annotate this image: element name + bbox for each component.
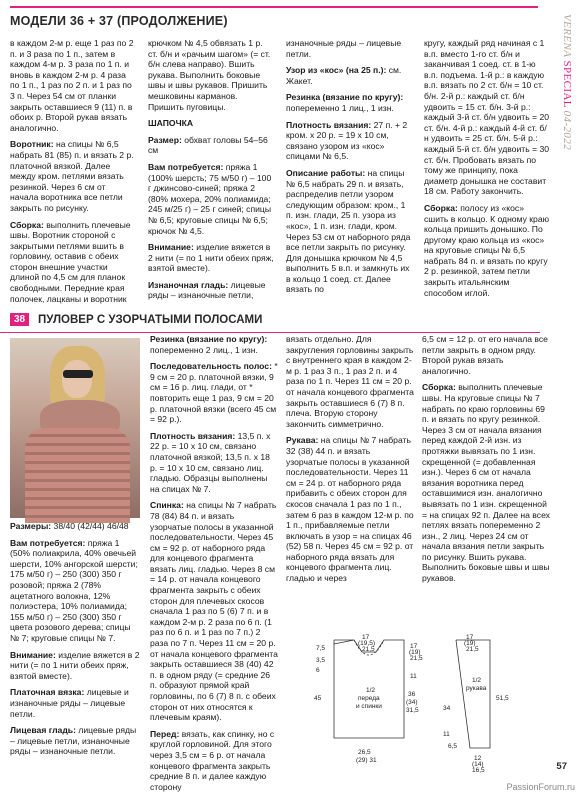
paragraph-heading: Сборка: (422, 382, 456, 393)
paragraph (422, 382, 550, 583)
paragraph-heading: Воротник: (10, 139, 54, 150)
paragraph-heading: Спинка: (150, 500, 184, 511)
page-header (10, 6, 538, 30)
page-number: 57 (556, 761, 567, 772)
schema-label: (19,5) (358, 640, 375, 647)
bottom-column-1 (10, 521, 140, 791)
paragraph-heading: Сборка: (10, 219, 44, 230)
schema-label: 7,5 (316, 645, 326, 652)
paragraph (148, 118, 274, 129)
paragraph: в каждом 2-м р. еще 1 раз по 2 п. и 3 раза по 1 п., затем в каждом 4-м р. 3 раза по 1 п. и вновь в каждом 2-м р. 4 раза по 1 п., 1 раз по 2 п. и 1 раз по 3 п. Через 54 см от планки закрыть оставшиеся 9 (11) п. в обоих р. Второй рукав вязать аналогично. (10, 38, 134, 133)
paragraph: кругу, каждый ряд начиная с 1 в.п. вместо 1-го ст. б/н и заканчивая 1 соед. ст. в 1-ю в.п. подъема. 1-й р.: в каждую в.п. вязать по 2 ст. б/н = 10 ст. б/н. 2-й р.: каждый ст. б/н удвоить = 15 ст. б/н. 3-й р.: каждый 3-й ст. б/н удвоить = 20 ст. б/н. 4-й р.: каждый 4-й ст. б/н удвоить = 25 ст. б/н. 5-й р.: каждый 5-й ст. б/н удвоить = 30 ст. б/н. Пробовать вязать по тому же принципу, пока диаметр донышка не составит 18 см. Работу закончить. (424, 38, 550, 197)
schema-label: 34 (443, 705, 451, 712)
paragraph-heading: Сборка: (424, 202, 458, 213)
schema-label: рукава (466, 685, 487, 692)
paragraph-heading: Рукава: (286, 435, 319, 446)
paragraph-text: выполнить плечевые швы. Воротник стороной с закрытыми петлями вшить в горловину, оставив с обеих сторон внешние участки длиной по 4,5 см для планок свободными. Передние края полочек, лацканы и воротник (10, 219, 131, 304)
paragraph-text: лицевые и изнаночные ряды – лицевые петли. (10, 687, 129, 719)
paragraph: вязать отдельно. Для закругления горловины закрыть с внутреннего края в каждом 2-м р. 1 раз 3 п., 1 раз 2 п. и 4 раза по 1 п. Через 11 см = 20 р. от начала концевого фрагмента закрыть оставшиеся 6 (7) 8 п. плеча. Вторую сторону закончить симметрично. (286, 334, 414, 429)
paragraph-heading: Резинка (вязание по кругу): (286, 92, 404, 103)
schema-label: 26,5 (358, 749, 371, 756)
paragraph-text: 38/40 (42/44) 46/48 (51, 521, 129, 531)
paragraph-heading: Лицевая гладь: (10, 725, 76, 736)
paragraph-heading: Размер: (148, 134, 182, 145)
paragraph-heading: Плотность вязания: (150, 430, 236, 441)
bottom-column-3 (286, 334, 414, 612)
schema-label: 11 (443, 731, 450, 738)
paragraph-text: 13,5 п. х 22 р. = 10 х 10 см, связано платочной вязкой; 13,5 п. х 18 р. = 10 х 10 см, связано лиц. гладью. Образцы выполнены на спицах № 7. (150, 430, 271, 494)
paragraph-text: на спицы № 6,5 набрать 81 (85) п. и вязать 2 р. платочной вязкой. Далее между кром. петлями вязать резинкой. Через 6 см от начала воротника все петли закрыть по рисунку. (10, 139, 134, 213)
schema-label: переда (358, 695, 380, 702)
sleeve-pattern (456, 640, 490, 748)
schema-label: 6 (316, 667, 320, 674)
paragraph (286, 120, 412, 162)
paragraph-text: изделие вяжется в 2 нити (= по 1 нити обеих пряж, взятой вместе). (148, 242, 274, 274)
paragraph-text: лицевые ряды – лицевые петли, изнаночные ряды – изнаночные петли. (10, 725, 137, 757)
paragraph (148, 162, 274, 236)
paragraph (286, 435, 414, 583)
paragraph (148, 242, 274, 274)
paragraph-heading: Внимание: (10, 649, 56, 660)
paragraph-heading: Узор из «кос» (на 25 п.): (286, 65, 387, 76)
paragraph-text: см. Жакет. (286, 65, 402, 86)
brand-label: VERENA (561, 14, 573, 58)
paragraph-text: выполнить плечевые швы. На круговые спицы № 7 набрать по краю горловины 69 п. и вязать по кругу резинкой. Через 3 см от начала вязания перед каждой 2-й изн. из протяжки вывязать по 1 изн. скрещенной (= добавленная изн.). Через 6 см от начала вязания воротника перед оставшимися изн. аналогично вывязать по 1 изн. скрещенной = на спицах 92 п. Далее на всех петлях вязать попеременно 2 изн., 2 лиц. Через 24 см от начала вязания петли закрыть по рисунку. Вшить рукава. Выполнить боковые швы и швы рукавов. (422, 382, 550, 584)
schema-label: 6,5 (448, 743, 458, 750)
paragraph-heading: Вам потребуется: (148, 161, 224, 172)
watermark-site: PassionForum.ru (506, 782, 575, 792)
paragraph (148, 280, 274, 301)
bottom-column-4 (422, 334, 550, 612)
schema-label: 21,5 (466, 646, 479, 653)
section-2-header (0, 311, 583, 329)
schema-label: 21,5 (410, 655, 423, 662)
schema-label: 1/2 (472, 677, 482, 684)
paragraph-text: изделие вяжется в 2 нити (= по 1 нити обеих пряж, взятой вместе). (10, 649, 140, 681)
paragraph-heading: Последовательность полос: (150, 361, 272, 372)
bottom-column-2 (150, 334, 278, 792)
paragraph-text: вязать, как спинку, но с круглой горловиной. Для этого через 3,5 см = 6 р. от начала концевого фрагмента закрыть средние 8 п. и далее каждую сторону (150, 728, 275, 792)
paragraph (10, 220, 136, 305)
paragraph-text: на спицы № 7 набрать 32 (38) 44 п. и вязать узорчатые полосы в указанной последовательности. Через 11 см = 24 р. от наборного ряда прибавить с обеих сторон для скосов сначала 1 раз по 1 п., затем 6 раз в каждом 12-м р. по 1 п., прибавляемые петли включать в узор = на спицах 46 (52) 58 п. Через 45 см = 92 р. от наборного ряда вязать для концевого фрагмента лиц. гладью и через (286, 435, 414, 584)
paragraph (10, 725, 140, 757)
section-2-rule (0, 332, 540, 333)
schema-label: 45 (314, 695, 322, 702)
paragraph (10, 139, 136, 213)
paragraph-text: полосу из «кос» сшить в кольцо. К одному краю кольца пришить донышко. По другому краю кольца из «кос» на круговые спицы № 6,5 набрать 84 п. и вязать по кругу 2 р. резинкой, затем петли закрыть итальянским способом иглой. (424, 202, 550, 298)
paragraph (150, 431, 278, 495)
paragraph-text: лицевые ряды – изнаночные петли, (148, 279, 266, 301)
special-label: SPECIAL (561, 60, 573, 108)
paragraph-heading: Платочная вязка: (10, 687, 85, 698)
paragraph-heading: Плотность вязания: (286, 119, 372, 130)
schema-label: (14) (472, 761, 484, 768)
paragraph-heading: Резинка (вязание по кругу): (150, 334, 268, 344)
schema-label: 17 (466, 634, 474, 641)
paragraph (10, 538, 140, 644)
model-title: ПУЛОВЕР С УЗОРЧАТЫМИ ПОЛОСАМИ (38, 314, 263, 326)
paragraph (424, 203, 550, 298)
paragraph-heading: Изнаночная гладь: (148, 279, 229, 290)
paragraph-text: * 9 см = 20 р. платочной вязки, 9 см = 16 р. лиц. глади, от * повторить еще 1 раз, 9 см = 20 р. платочной вязки (всего 45 см = 92 р.). (150, 361, 278, 425)
knitting-schema (286, 630, 556, 774)
paragraph (286, 92, 412, 113)
header-rule (10, 6, 538, 8)
paragraph-heading: Внимание: (148, 242, 194, 253)
paragraph-text: пряжа 1 (100% шерсть; 75 м/50 г) – 100 г джинсово-синей; пряжа 2 (80% мохера, 20% полиамида; 245 м/25 г) – 25 г синей; спицы № 6,5; круговые спицы № 6,5; крючок № 4,5. (148, 161, 272, 236)
paragraph (286, 65, 412, 86)
schema-label: 51,5 (496, 695, 509, 702)
paragraph (150, 334, 278, 355)
schema-label: (34) (406, 699, 418, 706)
section-title: МОДЕЛИ 36 + 37 (ПРОДОЛЖЕНИЕ) (10, 14, 228, 28)
paragraph (10, 687, 140, 719)
paragraph: крючком № 4,5 обвязать 1 р. ст. б/н и «рачьим шагом» (= ст. б/н слева направо). Вшить рукава. Выполнить боковые швы и швы рукавов. Пришить мешковины карманов. Пришить пуговицы. (148, 38, 271, 112)
paragraph (150, 729, 278, 793)
paragraph-text: попеременно 2 лиц., 1 изн. (150, 344, 258, 355)
paragraph-heading: ШАПОЧКА (148, 118, 194, 129)
schema-label: и спинки (356, 703, 382, 710)
paragraph (10, 650, 140, 682)
schema-label: 11 (410, 673, 417, 680)
schema-label: (19) (464, 640, 476, 647)
paragraph-text: на спицы № 7 набрать 78 (84) 84 п. и вязать узорчатые полосы в указанной последовательности. Через 45 см = 92 р. от наборного ряда для концевого фрагмента вязать лиц. гладью. Через 8 см = 14 р. от начала концевого фрагмента закрыть с обеих сторон для плечевых скосов сначала 1 раз по 5 (6) 7 п. и в каждом 2-м р. 2 раза по 6 п. (1 раз по 6 п. и 1 раз по 7 п.) 2 раза по 7 п. Через 11 см = 20 р. от начала концевого фрагмента закрыть оставшиеся 38 (40) 42 п. в одном ряду (= средние 26 п. образуют прямой край горловины, по 6 (7) 8 п. с обеих сторон от них относятся к плечевым краям). (150, 500, 278, 723)
model-photo (10, 338, 140, 518)
schema-label: 1/2 (366, 687, 376, 694)
paragraph (150, 361, 278, 425)
top-column-1 (10, 38, 136, 306)
paragraph-heading: Перед: (150, 728, 180, 739)
schema-label: (29) 31 (356, 757, 377, 764)
magazine-side-label (555, 14, 579, 234)
issue-label: 04-2022 (561, 110, 573, 151)
top-column-2 (148, 38, 274, 306)
schema-label: 36 (408, 691, 416, 698)
schema-label: 12 (474, 755, 482, 762)
paragraph (150, 500, 278, 722)
schema-label: 31,5 (406, 707, 419, 714)
paragraph-heading: Вам потребуется: (10, 537, 86, 548)
paragraph-heading: Описание работы: (286, 167, 366, 178)
paragraph: 6,5 см = 12 р. от его начала все петли закрыть в одном ряду. Второй рукав вязать аналогично. (422, 334, 548, 376)
schema-label: 21,5 (362, 646, 375, 653)
paragraph (148, 135, 274, 156)
top-column-4 (424, 38, 550, 306)
paragraph (286, 168, 412, 295)
paragraph-text: на спицы № 6,5 набрать 29 п. и вязать, распределив петли узором следующим образом: кром., 1 п. изн. глади, 25 п. узора из «кос», 1 п. изн. глади, кром. Через 53 см от наборного ряда все петли закрыть по рисунку. Для донышка крючком № 4,5 выполнить 5 в.п. и замкнуть их в кольцо 1 соед. ст. Далее вязать по (286, 167, 411, 295)
schema-label: 16,5 (472, 767, 485, 774)
paragraph: изнаночные ряды – лицевые петли. (286, 38, 402, 59)
paragraph-text: пряжа 1 (50% полиакрила, 40% овечьей шерсти, 10% ангорской шерсти; 175 м/50 г) – 250 (300) 350 г розовой; пряжа 2 (78% ацетатного волокна, 12% полиэстера, 10% полиамида; 155 м/50 г) – 250 (300) 350 г цвета розового дерева; спицы № 7; круговые спицы № 7. (10, 537, 138, 643)
top-column-3 (286, 38, 412, 306)
schema-label: 17 (410, 643, 418, 650)
paragraph-text: обхват головы 54–56 см (148, 134, 268, 156)
paragraph (10, 521, 140, 532)
schema-label: 3,5 (316, 657, 326, 664)
model-number: 38 (10, 313, 29, 326)
schema-label: 17 (362, 634, 370, 641)
paragraph-heading: Размеры: (10, 521, 52, 531)
paragraph-text: 27 п. + 2 кром. х 20 р. = 19 х 10 см, связано узором из «кос» спицами № 6,5. (286, 119, 408, 162)
paragraph-text: попеременно 1 лиц., 1 изн. (286, 102, 394, 113)
schema-label: (19) (409, 649, 421, 656)
